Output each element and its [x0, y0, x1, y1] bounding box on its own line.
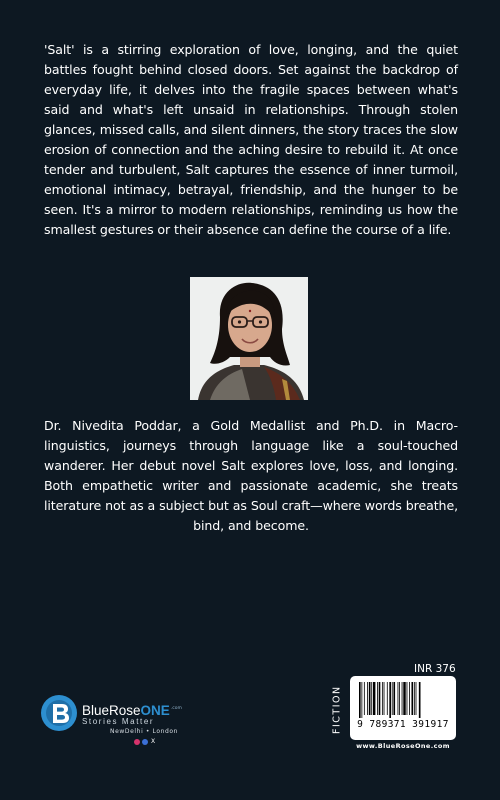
- isbn-barcode: [350, 676, 456, 740]
- barcode-bar: [398, 682, 399, 715]
- barcode-bar: [359, 682, 361, 718]
- isbn-number: 9 789371 391917: [357, 719, 449, 730]
- barcode-bar: [409, 682, 410, 715]
- barcode-bar: [361, 682, 362, 718]
- barcode-bar: [373, 682, 375, 715]
- x-icon[interactable]: X: [151, 738, 156, 745]
- barcode-bar: [379, 682, 381, 715]
- barcode-bar: [407, 682, 408, 715]
- barcode-bar: [403, 682, 405, 715]
- barcode-bar: [393, 682, 395, 715]
- barcode-bar: [364, 682, 365, 715]
- barcode-bar: [416, 682, 417, 715]
- publisher-cities: NewDelhi • London: [110, 728, 179, 735]
- barcode-bar: [399, 682, 400, 715]
- publisher-website[interactable]: www.BlueRoseOne.com: [356, 742, 450, 750]
- publisher-tagline: Stories Matter: [82, 717, 155, 726]
- back-cover-blurb: 'Salt' is a stirring exploration of love, longing, and the quiet battles fought behind closed doors. Set against the backdrop of everyday life, it delves into the fragile spaces between what's said and what's left unsaid in relationships. Through stolen glances, missed calls, and silent dinners, the story traces the slow erosion of connection and the aching desire to rebuild it. At once tender and turbulent, Salt captures the essence of inner turmoil, emotional intimacy, betrayal, friendship, and the hunger to be seen. It's a mirror to modern relationships, reminding us how the smallest gestures or their absence can define the course of a life.: [44, 42, 458, 237]
- barcode-bars: [358, 682, 448, 718]
- publisher-name-suffix: .com: [170, 706, 182, 711]
- facebook-icon[interactable]: [142, 739, 148, 745]
- barcode-bar: [392, 682, 393, 715]
- social-icons: [134, 739, 155, 745]
- barcode-bar: [389, 682, 391, 718]
- price-label: INR 376: [414, 663, 456, 675]
- publisher-name-part2: ONE: [140, 703, 170, 718]
- barcode-bar: [414, 682, 415, 715]
- barcode-bar: [369, 682, 371, 715]
- instagram-icon[interactable]: [134, 739, 140, 745]
- publisher-name-part1: BlueRose: [82, 703, 141, 718]
- barcode-bar: [387, 682, 388, 715]
- genre-label: FICTION: [331, 685, 343, 735]
- barcode-bar: [377, 682, 378, 715]
- barcode-bar: [382, 682, 383, 715]
- barcode-bar: [371, 682, 372, 715]
- barcode-bar: [367, 682, 368, 715]
- barcode-bar: [384, 682, 385, 715]
- author-bio: Dr. Nivedita Poddar, a Gold Medallist and Ph.D. in Macro-linguistics, journeys through language like a soul-touched wanderer. Her debut novel Salt explores love, loss, and longing. Both empathetic writer and passionate academic, she treats literature not as a subject but as Soul craft—where words breathe, bind, and become.: [44, 418, 458, 533]
- barcode-bar: [411, 682, 413, 715]
- barcode-bar: [402, 682, 403, 715]
- publisher-logo: [40, 694, 210, 754]
- author-portrait-image: [190, 277, 308, 400]
- bluerose-logo-icon: [40, 694, 78, 732]
- barcode-bar: [419, 682, 421, 718]
- author-photo: [190, 277, 308, 400]
